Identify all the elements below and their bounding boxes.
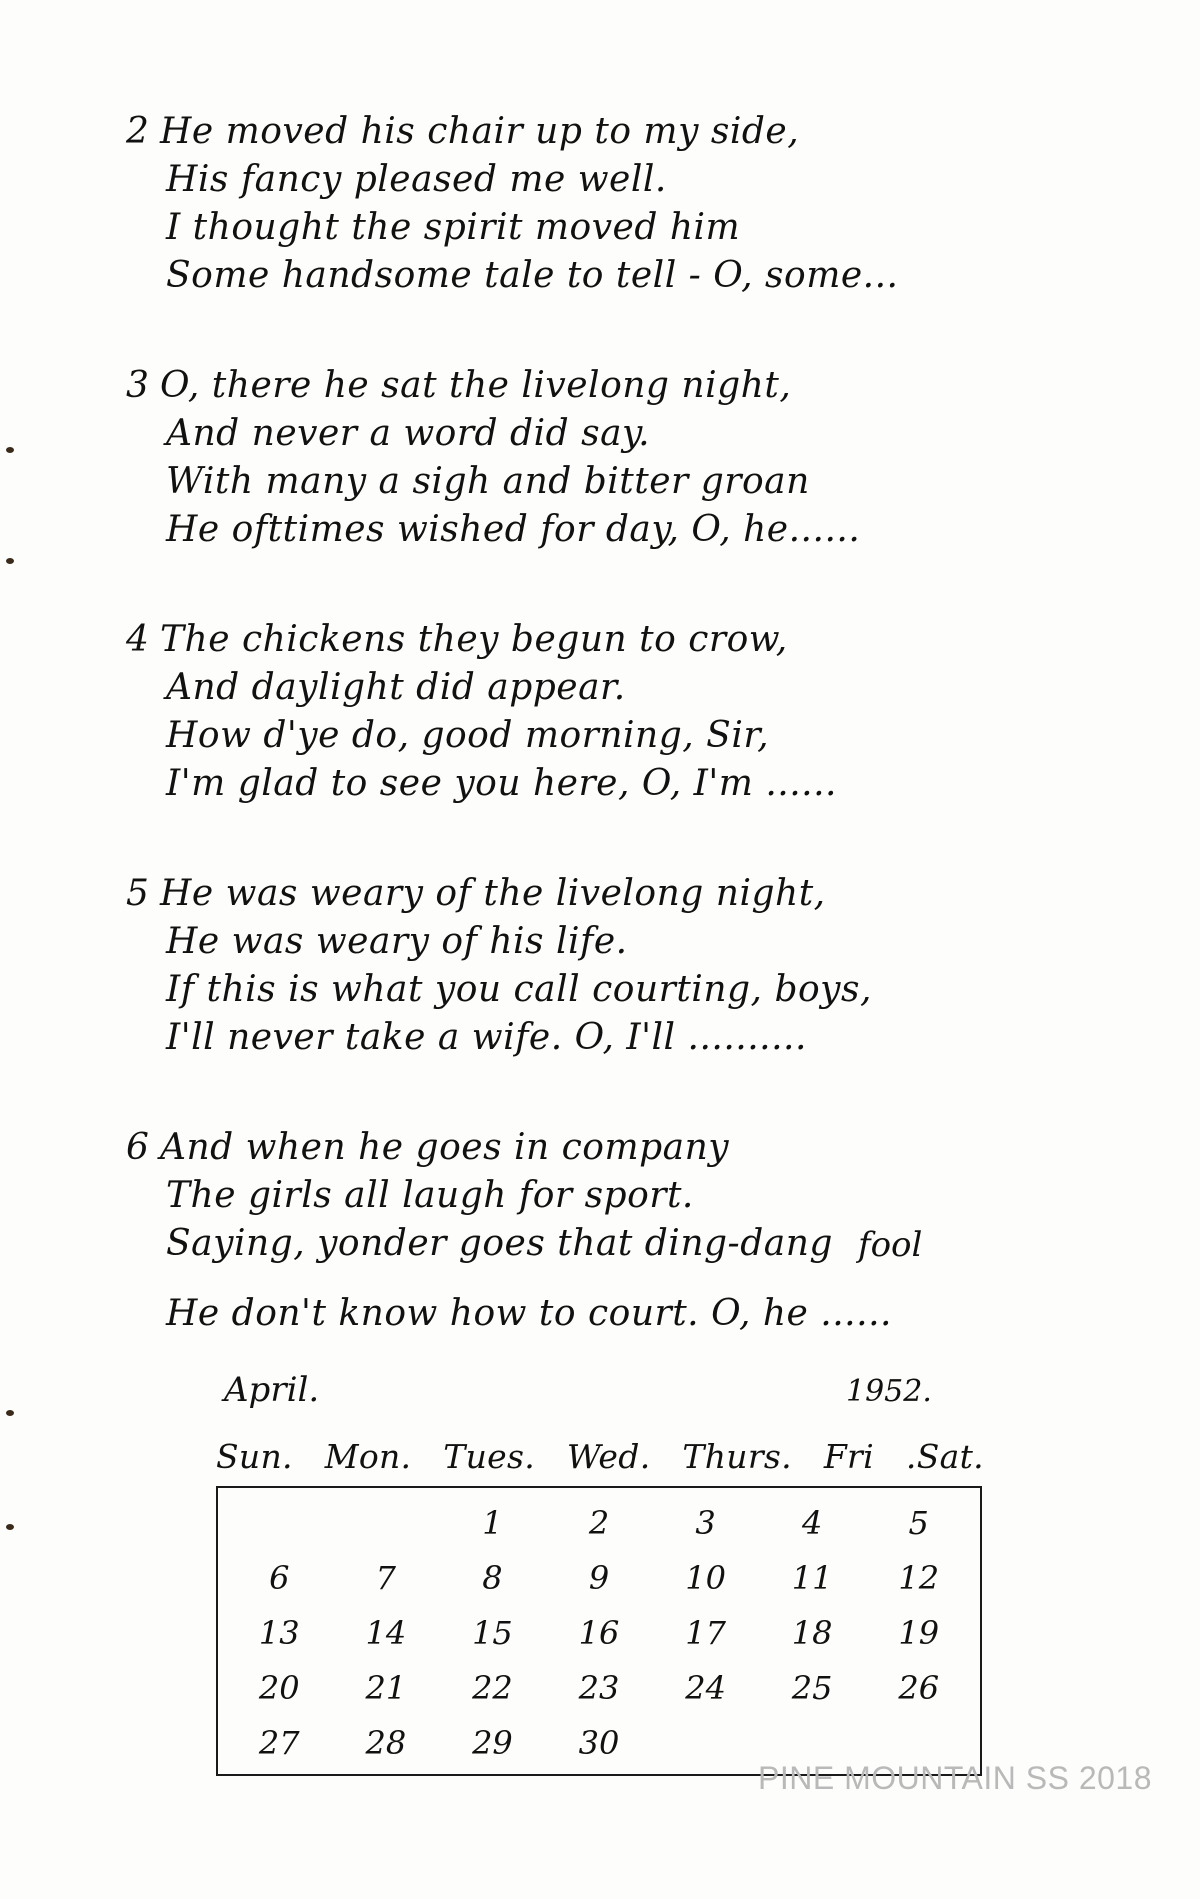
- verse-number: 4: [126, 619, 150, 660]
- calendar-day: [652, 1716, 759, 1771]
- margin-annotation: fool: [858, 1225, 923, 1265]
- calendar-day: 7: [375, 1559, 397, 1597]
- calendar-day: 15: [472, 1614, 513, 1652]
- calendar-day: 8: [482, 1559, 503, 1597]
- calendar-day: 4: [801, 1504, 823, 1542]
- verse-5: [126, 870, 1086, 1062]
- weekday-label: Fri: [823, 1436, 874, 1476]
- verse-line: The girls all laugh for sport.: [166, 1175, 694, 1216]
- calendar-day: 10: [685, 1559, 726, 1597]
- verse-line: I'm glad to see you here, O, I'm ......: [166, 763, 837, 804]
- verse-line: 5 He was weary of the livelong night,: [126, 870, 1086, 918]
- calendar-day: 13: [258, 1614, 300, 1652]
- verse-4: [126, 616, 1086, 808]
- calendar-day: 19: [898, 1614, 940, 1652]
- binder-hole-mark: [6, 447, 14, 453]
- calendar-day: 18: [791, 1614, 833, 1652]
- calendar-year: 1952.: [846, 1374, 932, 1409]
- verse-number: 3: [126, 365, 150, 406]
- calendar-day: 6: [269, 1559, 290, 1597]
- calendar-day: 14: [365, 1614, 407, 1652]
- verse-line: Saying, yonder goes that ding-dang: [166, 1223, 833, 1264]
- calendar-month: April.: [224, 1370, 320, 1410]
- weekday-label: Sun.: [216, 1436, 293, 1476]
- binder-hole-mark: [6, 1524, 14, 1530]
- verse-line: If this is what you call courting, boys,: [166, 969, 872, 1010]
- calendar-day: 24: [685, 1669, 726, 1707]
- calendar-day: 16: [578, 1614, 620, 1652]
- weekday-label: Tues.: [443, 1436, 535, 1476]
- verse-number: 5: [126, 873, 150, 914]
- calendar-day: 21: [365, 1669, 407, 1707]
- verse-line: With many a sigh and bitter groan: [166, 461, 810, 502]
- verse-3: [126, 362, 1086, 554]
- verse-line: He was weary of his life.: [166, 921, 628, 962]
- weekday-label: Wed.: [566, 1436, 651, 1476]
- calendar-day: 27: [258, 1724, 300, 1762]
- calendar-day: 5: [908, 1504, 929, 1542]
- calendar-day: 12: [898, 1559, 940, 1597]
- calendar-day: 25: [791, 1669, 833, 1707]
- verse-line: 6 And when he goes in company: [126, 1124, 1086, 1172]
- verse-6: [126, 1124, 1086, 1338]
- calendar-day: 22: [472, 1669, 513, 1707]
- verse-line: And never a word did say.: [166, 413, 651, 454]
- calendar-day: [226, 1496, 333, 1551]
- calendar-day: 30: [578, 1724, 620, 1762]
- calendar-day: 3: [695, 1504, 716, 1542]
- weekday-label: .Sat.: [905, 1436, 984, 1476]
- verse-line: And daylight did appear.: [166, 667, 626, 708]
- verse-number: 2: [126, 111, 150, 152]
- binder-hole-mark: [6, 558, 14, 564]
- calendar-day: [333, 1496, 440, 1551]
- calendar-day: 9: [588, 1559, 610, 1597]
- verse-line: 4 The chickens they begun to crow,: [126, 616, 1086, 664]
- calendar-day: 17: [685, 1614, 726, 1652]
- verse-number: 6: [126, 1127, 150, 1168]
- song-verses: [126, 108, 1086, 1400]
- calendar: [216, 1370, 986, 1776]
- calendar-weekdays: [216, 1430, 984, 1482]
- verse-line: Some handsome tale to tell - O, some...: [166, 255, 899, 296]
- watermark: PINE MOUNTAIN SS 2018: [758, 1760, 1153, 1796]
- calendar-header: [216, 1370, 986, 1430]
- calendar-grid: [216, 1486, 982, 1776]
- weekday-label: Mon.: [324, 1436, 412, 1476]
- verse-line: I thought the spirit moved him: [166, 207, 741, 248]
- calendar-day: 29: [472, 1724, 513, 1762]
- weekday-label: Thurs.: [682, 1436, 792, 1476]
- verse-line: His fancy pleased me well.: [166, 159, 667, 200]
- calendar-day: 28: [365, 1724, 407, 1762]
- verse-2: [126, 108, 1086, 300]
- verse-line: How d'ye do, good morning, Sir,: [166, 715, 770, 756]
- calendar-day: 2: [588, 1504, 610, 1542]
- calendar-day: 23: [578, 1669, 620, 1707]
- verse-line: I'll never take a wife. O, I'll ..........: [166, 1017, 807, 1058]
- calendar-day: 1: [482, 1504, 503, 1542]
- binder-hole-mark: [6, 1410, 14, 1416]
- calendar-day: 11: [791, 1559, 833, 1597]
- verse-line: He ofttimes wished for day, O, he......: [166, 509, 861, 550]
- verse-line: 3 O, there he sat the livelong night,: [126, 362, 1086, 410]
- calendar-day: 26: [898, 1669, 940, 1707]
- calendar-day: 20: [258, 1669, 300, 1707]
- verse-line: He don't know how to court. O, he ......: [166, 1293, 892, 1334]
- verse-line: 2 He moved his chair up to my side,: [126, 108, 1086, 156]
